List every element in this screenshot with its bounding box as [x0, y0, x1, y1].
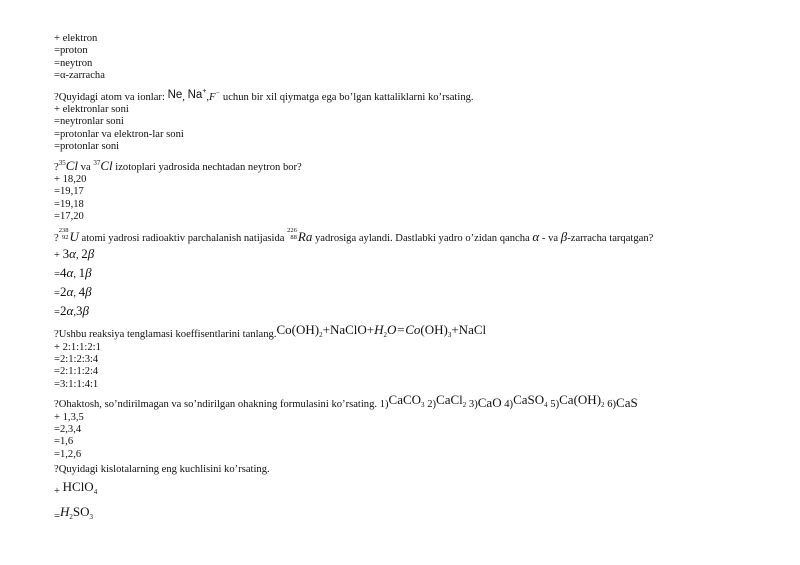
isotope-cl37: Cl	[100, 157, 113, 173]
alpha-symbol: α	[532, 228, 540, 244]
question-text: ?Ushbu reaksiya tenglamasi koeffisentlarini tanlang.	[54, 329, 277, 341]
answer-line: =2:1:2:3:4	[54, 353, 99, 365]
formula-f: F−	[209, 88, 221, 103]
question-text: izotoplari yadrosida nechtadan neytron bor?	[115, 161, 302, 173]
question-1: ?Quyidagi atom va ionlar: Ne, Na+,F− uchun bir xil qiymatga ega bo’lgan kattaliklarni ko’rsating.	[54, 87, 474, 103]
answer-line: =2:1:1:2:4	[54, 366, 99, 378]
answer-line: =4α, 1β	[54, 265, 92, 281]
question-6: ?Quyidagi kislotalarning eng kuchlisini ko’rsating.	[54, 464, 270, 476]
isotope-cl35: Cl	[65, 157, 78, 173]
answer-line: =1,2,6	[54, 448, 82, 460]
answer-line: + 3α, 2β	[54, 246, 95, 262]
answer-line: + 1,3,5	[54, 411, 84, 423]
answer-line: =3:1:1:4:1	[54, 378, 99, 390]
uranium-symbol: U	[69, 228, 79, 244]
answer-line: =19,18	[54, 198, 84, 210]
answer-line: + elektronlar soni	[54, 104, 129, 116]
answer-line: $=H_2SO_3$	[54, 503, 93, 522]
formula-na: Na+	[187, 87, 207, 101]
answer-line: =α-zarracha	[54, 70, 105, 82]
question-5: ?Ohaktosh, so’ndirilmagan va so’ndirilgan ohakning formulasini ko’rsating. 1)CaCO$_3$ 2)CaCl$_2$ 3)CaO 4)CaSO$_4$ $5)Ca(OH)_2$ 6)CaS	[54, 392, 638, 411]
question-2: ?$^{35}$Cl va $^{37}$Cl izotoplari yadrosida nechtadan neytron bor?	[54, 157, 302, 173]
answer-line: =neytronlar soni	[54, 116, 124, 128]
answer-line: + elektron	[54, 33, 98, 44]
question-text: ?Ohaktosh, so’ndirilmagan va so’ndirilgan ohakning formulasini ko’rsating.	[54, 399, 378, 411]
answer-line: =1,6	[54, 436, 74, 448]
reaction-equation: $Co(OH)_2+NaClO+H_2O=Co(OH)_3+NaCl$	[276, 322, 487, 340]
acid-hclo4: HClO$_4$	[62, 478, 98, 496]
radium-numbers: 226 88	[287, 226, 297, 241]
answer-line: =2,3,4	[54, 423, 82, 435]
answer-line: + 2:1:1:2:1	[54, 341, 101, 353]
question-text: ?Quyidagi atom va ionlar:	[54, 91, 165, 103]
answer-line: + HClO$_4$	[54, 478, 98, 497]
answer-line: =neytron	[54, 57, 93, 69]
radium-symbol: Ra	[297, 228, 313, 244]
question-4	[54, 324, 754, 341]
answer-line: =2α, 4β	[54, 284, 92, 300]
answer-line: =protonlar soni	[54, 141, 120, 153]
beta-symbol: β	[560, 228, 568, 244]
acid-h2so3: $H_2SO_3$	[59, 503, 93, 521]
answer-line: =protonlar va elektron-lar soni	[54, 128, 184, 140]
question-3: ? 238 92 U atomi yadrosi radioaktiv parchalanish natijasida 226 88 Ra yadrosiga aylandi. Dastlabki yadro o’zidan qancha α - va β-zarracha tarqatgan?	[54, 226, 654, 244]
answer-line: =2α,3β	[54, 303, 89, 319]
document-content	[54, 33, 754, 527]
answer-line: =17,20	[54, 211, 84, 223]
uranium-numbers: 238 92	[58, 226, 69, 241]
answer-line: =proton	[54, 45, 88, 57]
answer-line: =19,17	[54, 186, 84, 198]
answer-line: + 18,20	[54, 174, 87, 186]
formula-ne: Ne	[167, 88, 183, 101]
question-text: uchun bir xil qiymatga ega bo’lgan kattaliklarni ko’rsating.	[222, 91, 474, 103]
